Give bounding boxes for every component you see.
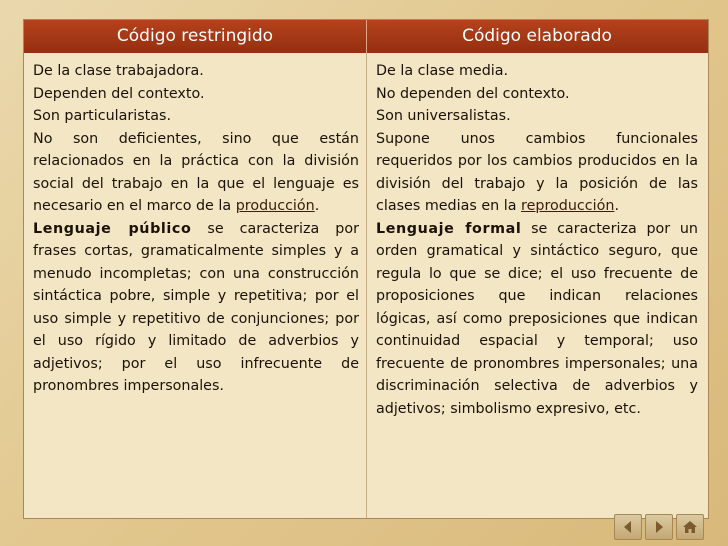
left-paragraph-4-text: No son deficientes, sino que están relacionados en la práctica con la división social del trabajo en la que el lenguaje es necesario en el marco de la [33,130,359,214]
reproduccion-link[interactable]: reproducción [521,198,615,214]
right-paragraph-5 [376,218,698,421]
table-header [24,20,708,53]
forward-button[interactable] [645,514,673,540]
back-arrow-icon [621,520,635,534]
right-paragraph-4 [376,128,698,218]
lenguaje-publico-keyword: Lenguaje público [33,220,192,237]
produccion-link[interactable]: producción [235,198,315,214]
left-paragraph-5 [33,218,359,398]
right-line-1: De la clase media. [376,63,509,79]
right-paragraph-5-text: se caracteriza por un orden gramatical y sintáctico seguro, que regula lo que se dice; el uso frecuente de proposiciones que indican relaciones lógicas, así como preposiciones que indican continuidad espacial y temporal; uso frecuente de pronombres impersonales; una discriminación selectiva de adverbios y adjetivos; simbolismo expresivo, etc. [376,220,698,417]
left-line-1: De la clase trabajadora. [33,63,204,79]
elaborated-code-column [376,60,698,420]
comparison-table [24,20,708,518]
header-elaborated-code: Código elaborado [462,26,612,46]
home-icon [682,520,698,534]
restricted-code-column [33,60,359,398]
right-line-2: No dependen del contexto. [376,85,570,102]
right-paragraph-4-end: . [614,198,619,214]
left-paragraph-4 [33,128,359,218]
home-button[interactable] [676,514,704,540]
left-line-2: Dependen del contexto. [33,85,205,102]
left-paragraph-4-end: . [314,198,320,214]
right-paragraph-4-text: Supone unos cambios funcionales requeridos por los cambios producidos en la división del trabajo y la posición de las clases medias en la [376,130,698,214]
forward-arrow-icon [652,520,666,534]
lenguaje-formal-keyword: Lenguaje formal [376,220,522,237]
column-divider [366,53,367,518]
back-button[interactable] [614,514,642,540]
header-restricted-code: Código restringido [116,26,274,46]
slide-navigation [614,514,704,540]
right-line-3: Son universalistas. [376,108,511,124]
left-paragraph-5-text: se caracteriza por frases cortas, gramaticalmente simples y a menudo incompletas; con una construcción sintáctica pobre, simple y repetitiva; por el uso simple y repetitivo de conjunciones; por el uso rígido y limitado de adverbios y adjetivos; por el uso infrecuente de pronombres impersonales. [33,220,359,394]
left-line-3: Son particularistas. [33,108,172,124]
